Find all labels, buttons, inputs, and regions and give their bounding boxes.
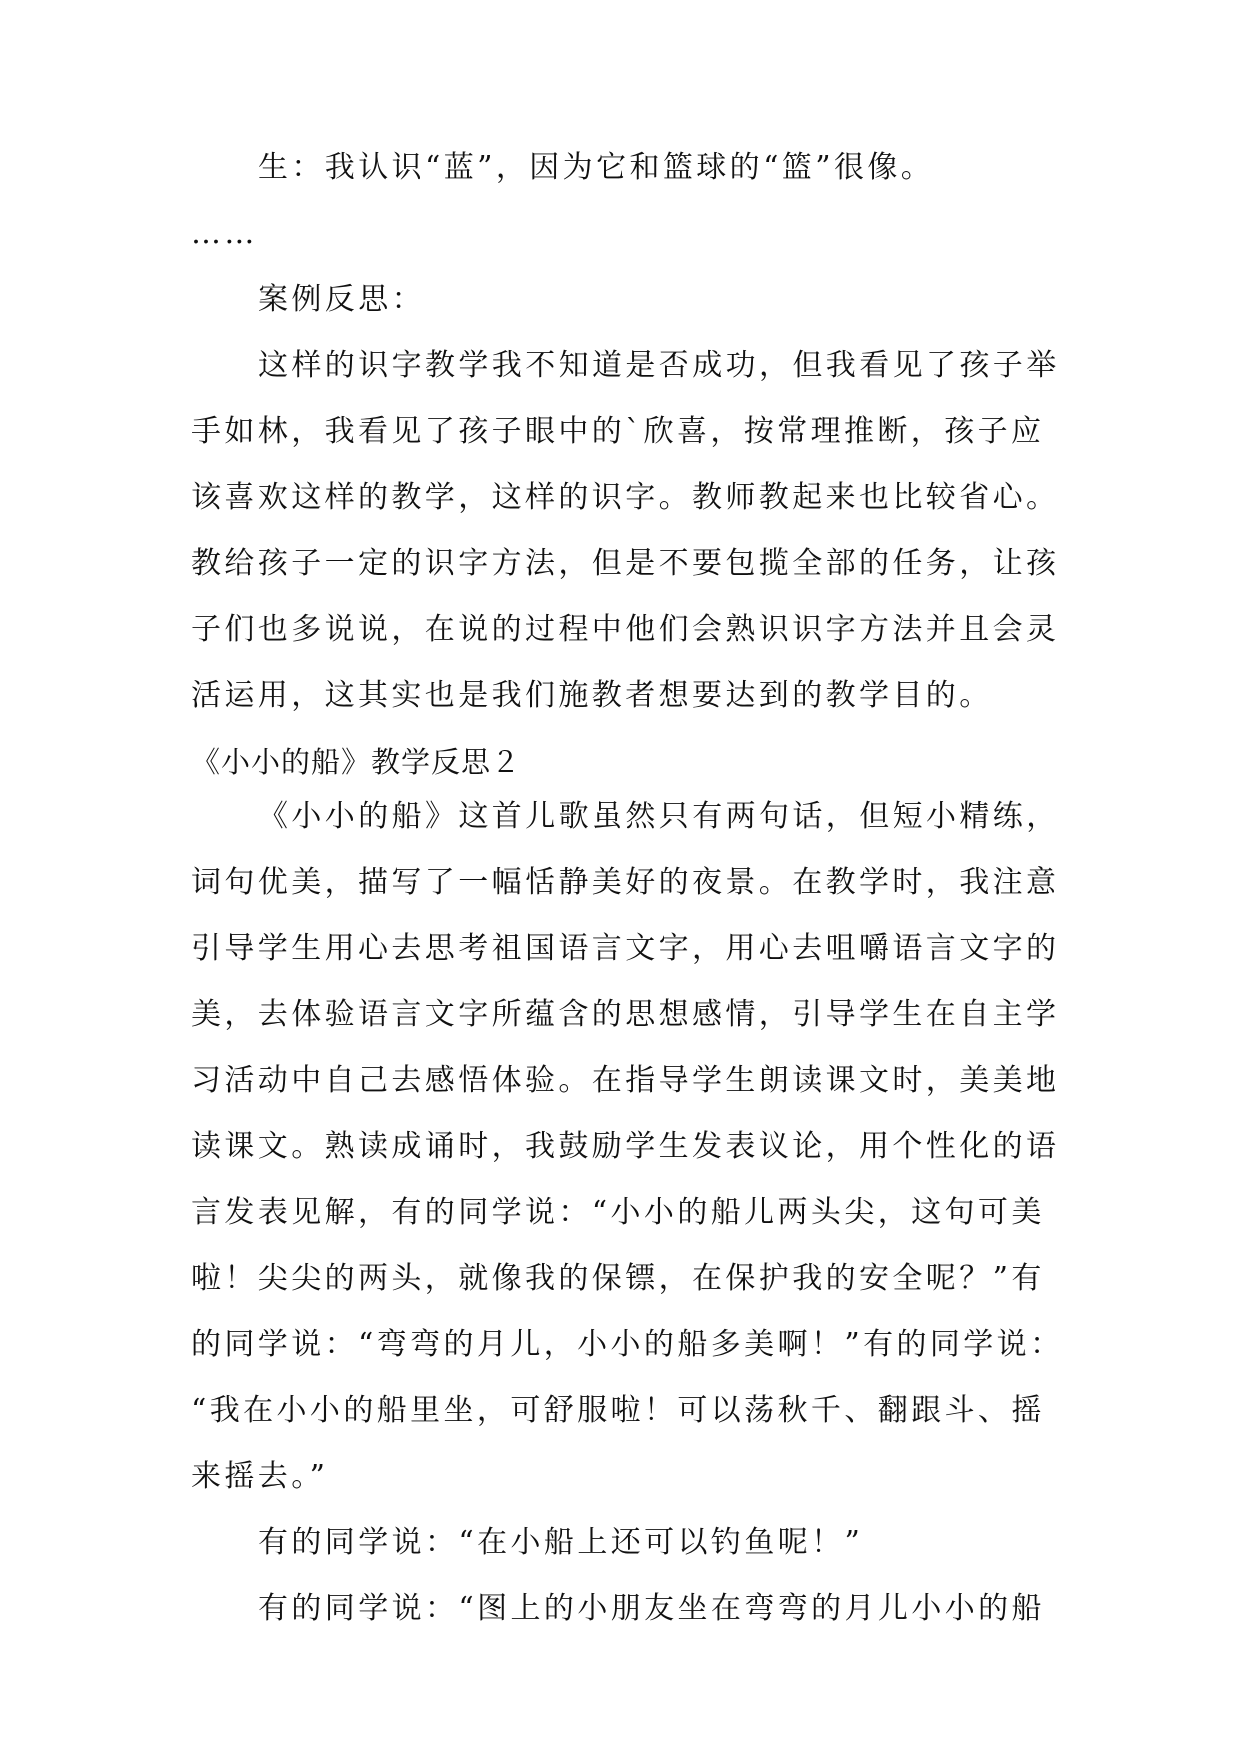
paragraph-line: 引导学生用心去思考祖国语言文字，用心去咀嚼语言文字的 <box>191 931 1060 966</box>
paragraph-line: 来摇去。” <box>191 1459 329 1494</box>
paragraph-line: 《小小的船》这首儿歌虽然只有两句话，但短小精练， <box>258 799 1060 834</box>
paragraph-line: 啦！尖尖的两头，就像我的保镖，在保护我的安全呢？”有 <box>191 1261 1045 1296</box>
section-2-title: 《小小的船》教学反思２ <box>191 745 522 779</box>
student-answer-line: 生：我认识“蓝”，因为它和篮球的“篮”很像。 <box>258 150 935 185</box>
section-2 <box>191 784 1071 1642</box>
paragraph-line: 词句优美，描写了一幅恬静美好的夜景。在教学时，我注意 <box>191 865 1060 900</box>
paragraph-line: 读课文。熟读成诵时，我鼓励学生发表议论，用个性化的语 <box>191 1129 1060 1164</box>
student-quote-fishing: 有的同学说：“在小船上还可以钓鱼呢！” <box>258 1525 864 1560</box>
paragraph-line: “我在小小的船里坐，可舒服啦！可以荡秋千、翻跟斗、摇 <box>191 1393 1045 1428</box>
paragraph-line: 这样的识字教学我不知道是否成功，但我看见了孩子举 <box>258 348 1060 383</box>
paragraph-line: 子们也多说说，在说的过程中他们会熟识识字方法并且会灵 <box>191 612 1060 647</box>
paragraph-line: 该喜欢这样的教学，这样的识字。教师教起来也比较省心。 <box>191 480 1060 515</box>
paragraph-line: 美，去体验语言文字所蕴含的思想感情，引导学生在自主学 <box>191 997 1060 1032</box>
paragraph-line: 教给孩子一定的识字方法，但是不要包揽全部的任务，让孩 <box>191 546 1060 581</box>
student-quote-picture: 有的同学说：“图上的小朋友坐在弯弯的月儿小小的船 <box>258 1591 1045 1626</box>
ellipsis-line: …… <box>191 216 258 251</box>
section-1 <box>191 135 1071 729</box>
paragraph-line: 的同学说：“弯弯的月儿，小小的船多美啊！”有的同学说： <box>191 1327 1064 1362</box>
paragraph-line: 习活动中自己去感悟体验。在指导学生朗读课文时，美美地 <box>191 1063 1060 1098</box>
reflection-paragraph <box>191 333 1071 729</box>
paragraph-line: 言发表见解，有的同学说：“小小的船儿两头尖，这句可美 <box>191 1195 1045 1230</box>
paragraph-line: 手如林，我看见了孩子眼中的`欣喜，按常理推断，孩子应 <box>191 414 1045 449</box>
section-2-paragraph <box>191 784 1071 1510</box>
reflection-label: 案例反思： <box>258 282 425 317</box>
paragraph-line: 活运用，这其实也是我们施教者想要达到的教学目的。 <box>191 678 993 713</box>
